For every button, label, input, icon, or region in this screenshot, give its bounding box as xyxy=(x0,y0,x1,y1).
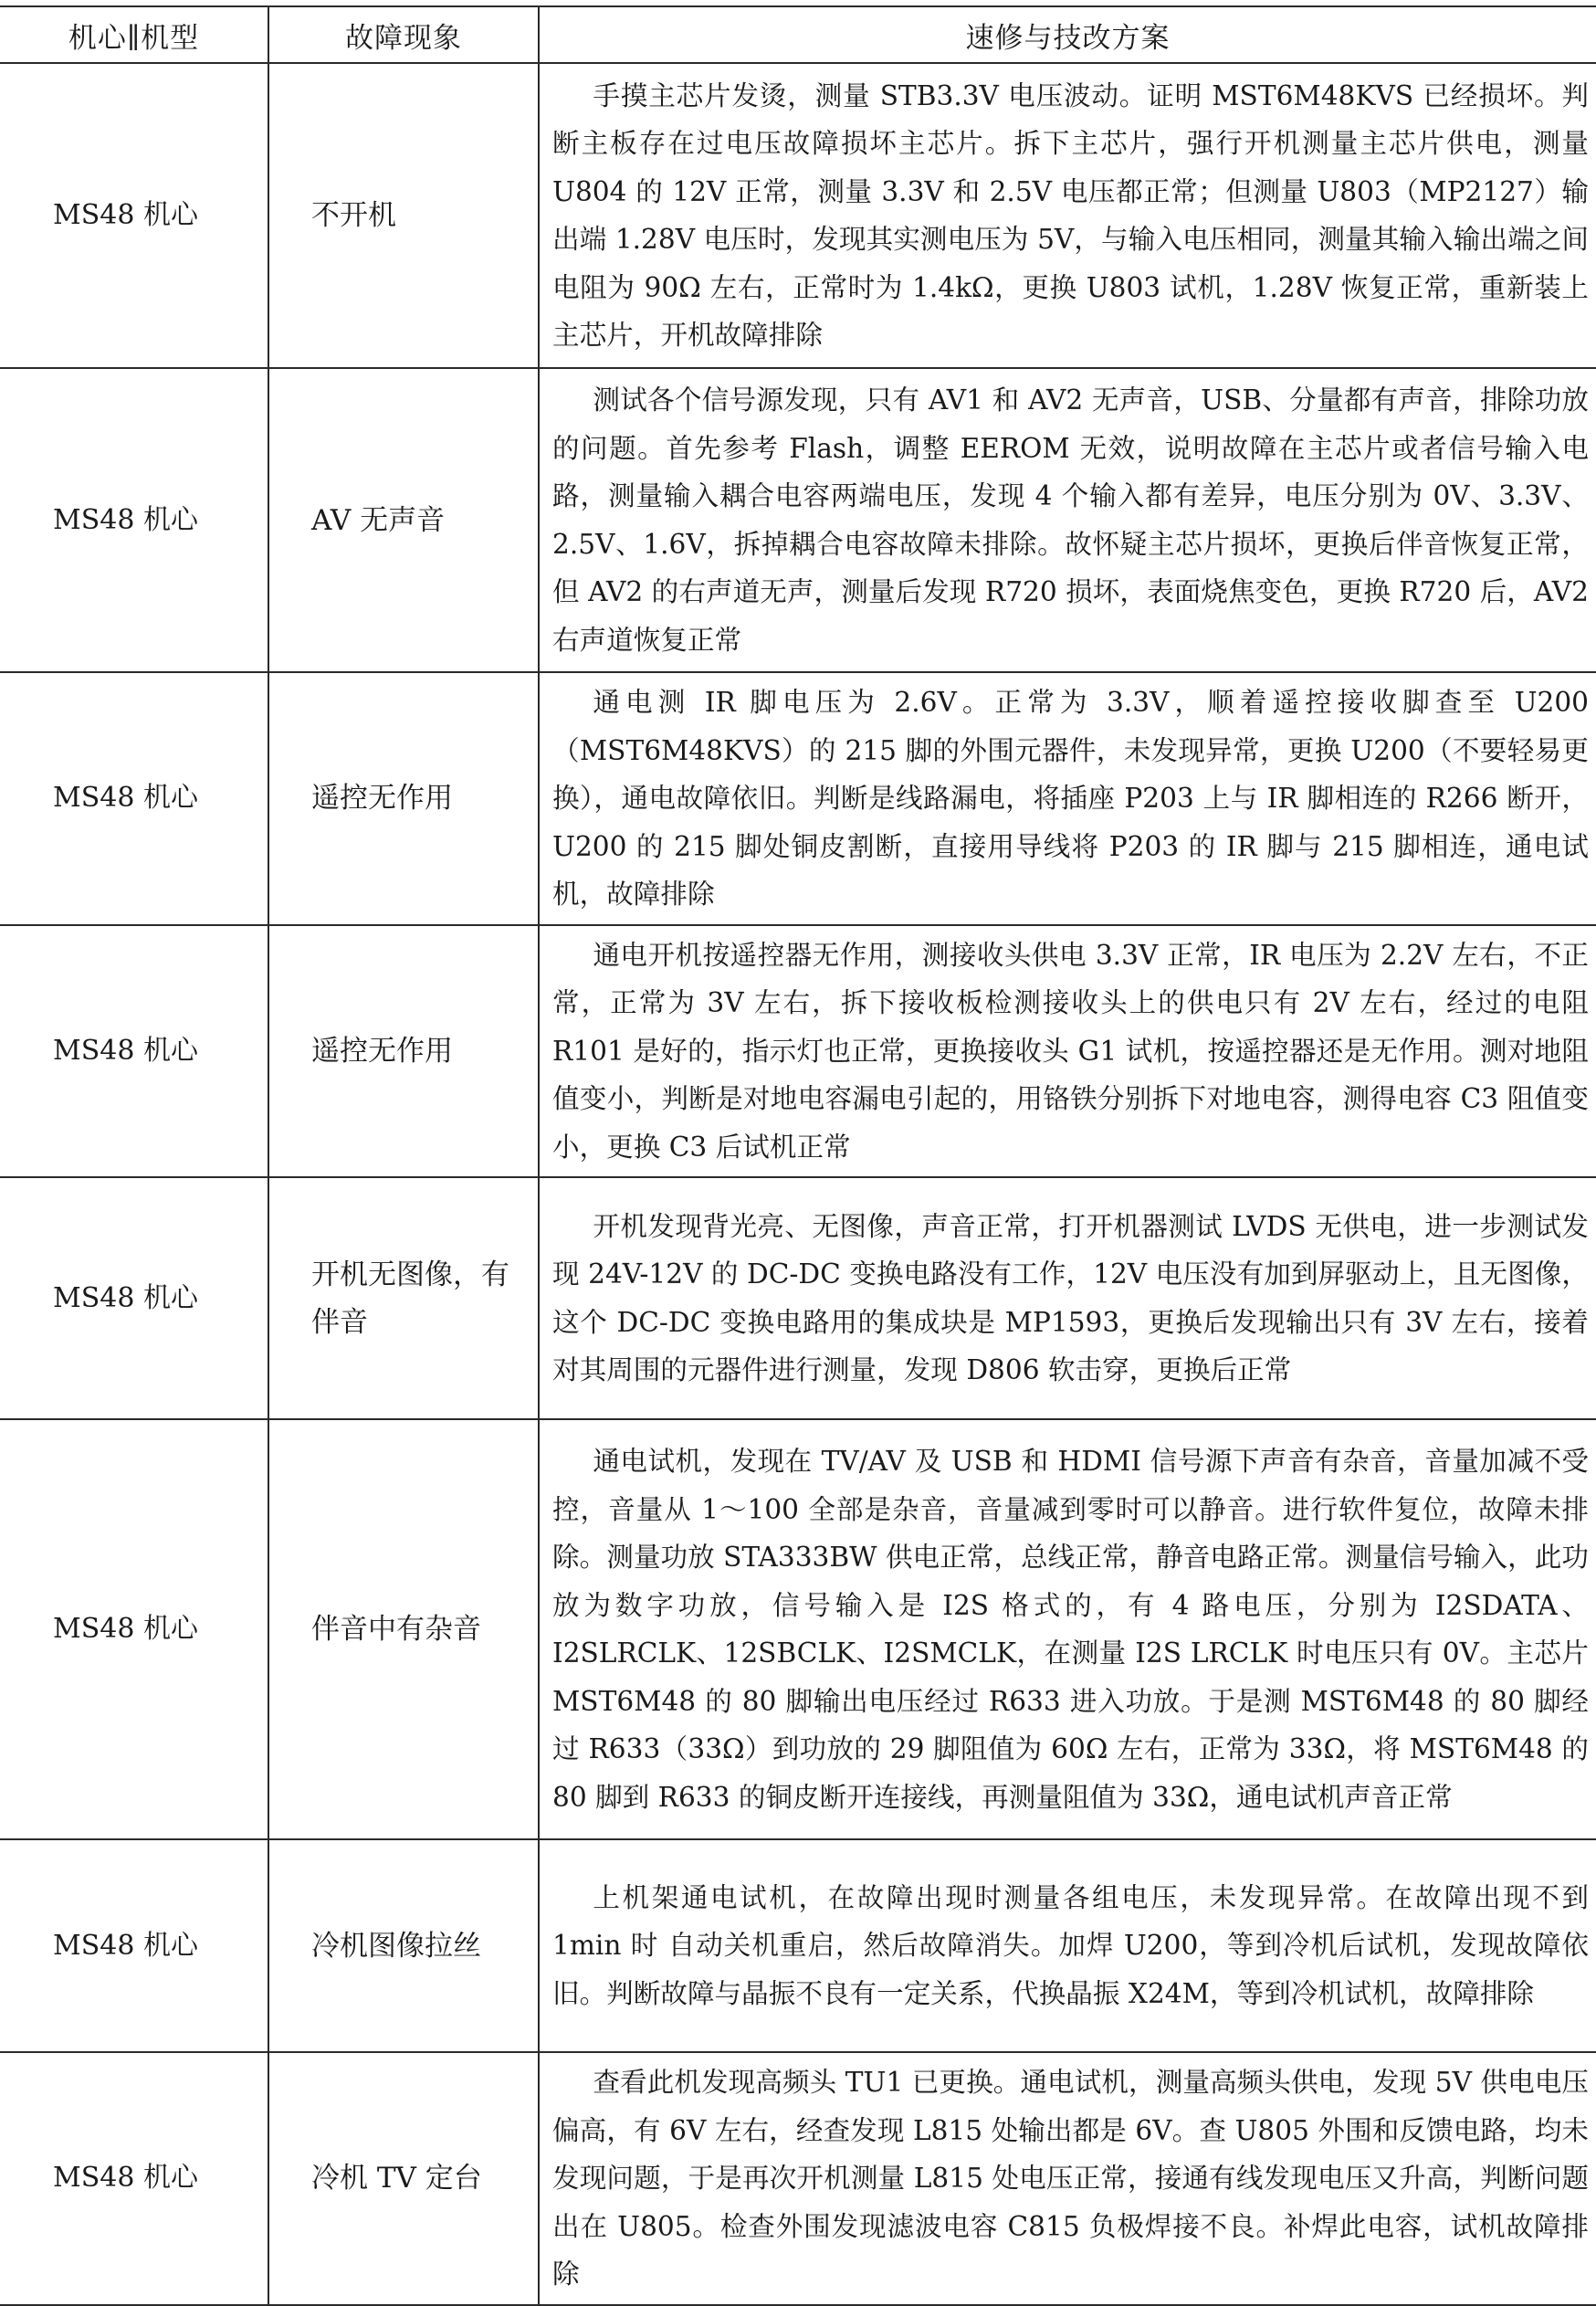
table-row xyxy=(0,368,1596,672)
header-model: 机心∥机型 xyxy=(0,6,268,63)
cell-solution xyxy=(539,672,1596,925)
table-row xyxy=(0,2052,1596,2305)
solution-text: 开机发现背光亮、无图像，声音正常，打开机器测试 LVDS 无供电，进一步测试发现 24V-12V 的 DC-DC 变换电路没有工作，12V 电压没有加到屏驱动上，且无图像，这个 DC-DC 变换电路用的集成块是 MP1593，更换后发现输出只有 3V 左右，接着对其周围的元器件进行测量，发现 D806 软击穿，更换后正常 xyxy=(552,1210,1589,1385)
cell-symptom: 遥控无作用 xyxy=(268,925,539,1178)
cell-solution xyxy=(539,1177,1596,1419)
solution-text: 测试各个信号源发现，只有 AV1 和 AV2 无声音，USB、分量都有声音，排除功放的问题。首先参考 Flash，调整 EEROM 无效，说明故障在主芯片或者信号输入电路，测量输入耦合电容两端电压，发现 4 个输入都有差异，电压分别为 0V、3.3V、2.5V、1.6V，拆掉耦合电容故障未排除。故怀疑主芯片损坏，更换后伴音恢复正常，但 AV2 的右声道无声，测量后发现 R720 损坏，表面烧焦变色，更换 R720 后，AV2 右声道恢复正常 xyxy=(552,384,1589,656)
cell-model: MS48 机心 xyxy=(0,63,268,368)
cell-symptom: 开机无图像，有伴音 xyxy=(268,1177,539,1419)
cell-solution xyxy=(539,1419,1596,1839)
cell-symptom: AV 无声音 xyxy=(268,368,539,672)
cell-model: MS48 机心 xyxy=(0,1839,268,2052)
repair-table xyxy=(0,5,1596,2306)
table-row xyxy=(0,1419,1596,1839)
solution-text: 上机架通电试机，在故障出现时测量各组电压，未发现异常。在故障出现不到 1min 时 自动关机重启，然后故障消失。加焊 U200，等到冷机后试机，发现故障依旧。判断故障与晶振不良有一定关系，代换晶振 X24M，等到冷机试机，故障排除 xyxy=(552,1881,1589,2009)
solution-text: 通电测 IR 脚电压为 2.6V。正常为 3.3V，顺着遥控接收脚查至 U200（MST6M48KVS）的 215 脚的外围元器件，未发现异常，更换 U200（不要轻易更换），通电故障依旧。判断是线路漏电，将插座 P203 上与 IR 脚相连的 R266 断开，U200 的 215 脚处铜皮割断，直接用导线将 P203 的 IR 脚与 215 脚相连，通电试机，故障排除 xyxy=(552,687,1589,910)
cell-symptom: 冷机 TV 定台 xyxy=(268,2052,539,2305)
solution-text: 手摸主芯片发烫，测量 STB3.3V 电压波动。证明 MST6M48KVS 已经损坏。判断主板存在过电压故障损坏主芯片。拆下主芯片，强行开机测量主芯片供电，测量 U804 的 12V 正常，测量 3.3V 和 2.5V 电压都正常；但测量 U803（MP2127）输出端 1.28V 电压时，发现其实测电压为 5V，与输入电压相同，测量其输入输出端之间电阻为 90Ω 左右，正常时为 1.4kΩ，更换 U803 试机，1.28V 恢复正常，重新装上主芯片，开机故障排除 xyxy=(552,79,1589,351)
solution-text: 通电试机，发现在 TV/AV 及 USB 和 HDMI 信号源下声音有杂音，音量加减不受控，音量从 1～100 全部是杂音，音量减到零时可以静音。进行软件复位，故障未排除。测量功放 STA333BW 供电正常，总线正常，静音电路正常。测量信号输入，此功放为数字功放，信号输入是 I2S 格式的，有 4 路电压，分别为 I2SDATA、I2SLRCLK、12SBCLK、I2SMCLK，在测量 I2S LRCLK 时电压只有 0V。主芯片 MST6M48 的 80 脚输出电压经过 R633 进入功放。于是测 MST6M48 的 80 脚经过 R633（33Ω）到功放的 29 脚阻值为 60Ω 左右，正常为 33Ω，将 MST6M48 的 80 脚到 R633 的铜皮断开连接线，再测量阻值为 33Ω，通电试机声音正常 xyxy=(552,1446,1589,1813)
cell-solution xyxy=(539,1839,1596,2052)
header-solution: 速修与技改方案 xyxy=(539,6,1596,63)
table-row xyxy=(0,672,1596,925)
cell-model: MS48 机心 xyxy=(0,1177,268,1419)
solution-text: 通电开机按遥控器无作用，测接收头供电 3.3V 正常，IR 电压为 2.2V 左右，不正常，正常为 3V 左右，拆下接收板检测接收头上的供电只有 2V 左右，经过的电阻 R101 是好的，指示灯也正常，更换接收头 G1 试机，按遥控器还是无作用。测对地阻值变小，判断是对地电容漏电引起的，用铬铁分别拆下对地电容，测得电容 C3 阻值变小，更换 C3 后试机正常 xyxy=(552,939,1589,1163)
cell-model: MS48 机心 xyxy=(0,925,268,1178)
table-row xyxy=(0,63,1596,368)
table-row xyxy=(0,1839,1596,2052)
cell-solution xyxy=(539,2052,1596,2305)
cell-model: MS48 机心 xyxy=(0,1419,268,1839)
table-row xyxy=(0,925,1596,1178)
cell-model: MS48 机心 xyxy=(0,672,268,925)
table-row xyxy=(0,1177,1596,1419)
cell-solution xyxy=(539,63,1596,368)
cell-symptom: 遥控无作用 xyxy=(268,672,539,925)
table-header-row xyxy=(0,6,1596,63)
cell-symptom: 不开机 xyxy=(268,63,539,368)
cell-symptom: 伴音中有杂音 xyxy=(268,1419,539,1839)
header-symptom: 故障现象 xyxy=(268,6,539,63)
cell-model: MS48 机心 xyxy=(0,2052,268,2305)
cell-model: MS48 机心 xyxy=(0,368,268,672)
cell-symptom: 冷机图像拉丝 xyxy=(268,1839,539,2052)
solution-text: 查看此机发现高频头 TU1 已更换。通电试机，测量高频头供电，发现 5V 供电电压偏高，有 6V 左右，经查发现 L815 处输出都是 6V。查 U805 外围和反馈电路，均未发现问题，于是再次开机测量 L815 处电压正常，接通有线发现电压又升高，判断问题出在 U805。检查外围发现滤波电容 C815 负极焊接不良。补焊此电容，试机故障排除 xyxy=(552,2067,1589,2290)
cell-solution xyxy=(539,368,1596,672)
cell-solution xyxy=(539,925,1596,1178)
